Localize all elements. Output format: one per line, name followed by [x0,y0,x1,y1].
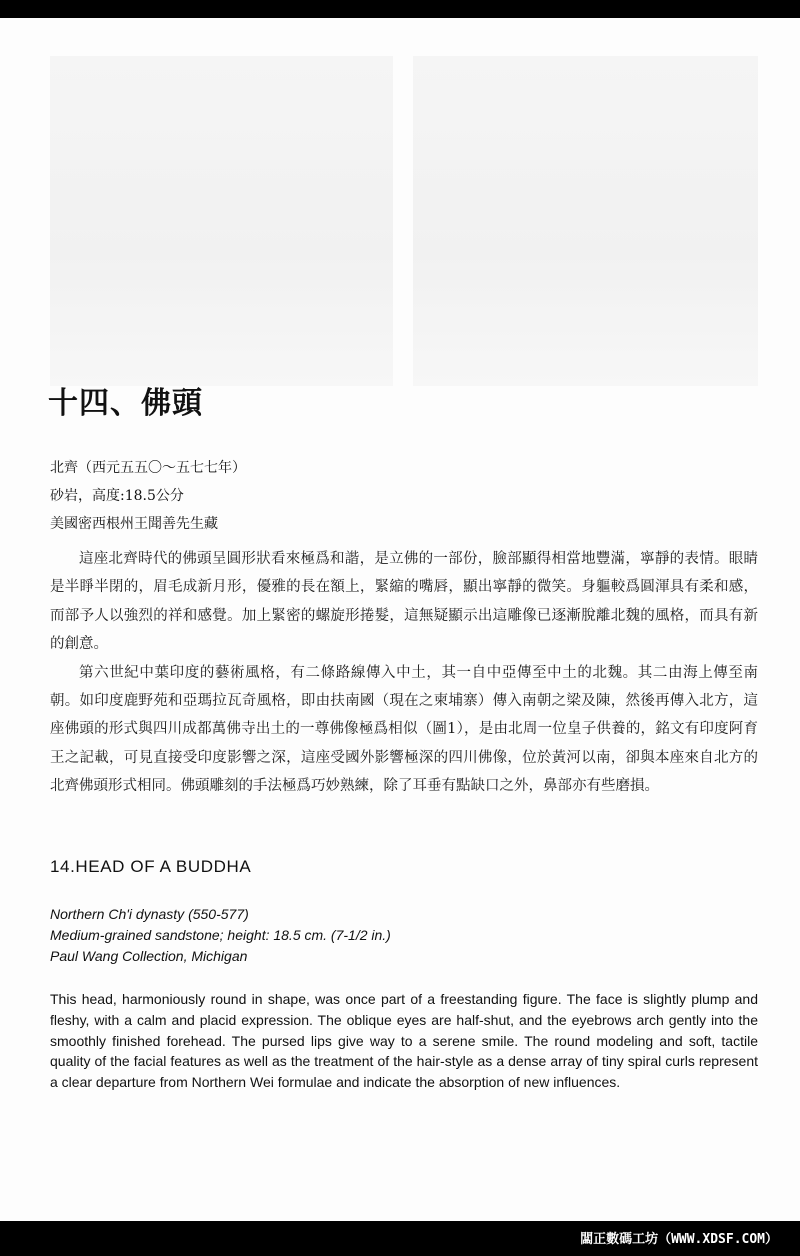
chinese-dynasty: 北齊（西元五五〇～五七七年） [50,460,246,476]
chinese-body [50,545,758,801]
chinese-material: 砂岩，高度:18.5公分 [50,488,184,504]
english-title: 14.HEAD OF A BUDDHA [50,857,252,876]
english-material: Medium-grained sandstone; height: 18.5 cm. (7-1/2 in.) [50,927,391,943]
english-collection: Paul Wang Collection, Michigan [50,948,248,964]
chinese-paragraph-1: 這座北齊時代的佛頭呈圓形狀看來極爲和諧，是立佛的一部份，臉部顯得相當地豐滿，寧靜的表情。眼睛是半睜半閉的，眉毛成新月形，優雅的長在額上，緊縮的嘴唇，顯出寧靜的微笑。身軀較爲圓渾具有柔和感，而部予人以強烈的祥和感覺。加上緊密的螺旋形捲髮，這無疑顯示出這雕像已逐漸脫離北魏的風格，而具有新的創意。 [50,551,758,653]
chinese-collection: 美國密西根州王聞善先生藏 [50,516,218,532]
show-through-photo-right [413,56,758,386]
chinese-title: 十四、佛頭 [48,386,203,421]
show-through-photo-left [50,56,393,386]
english-dynasty: Northern Ch'i dynasty (550-577) [50,906,249,922]
chinese-paragraph-2: 第六世紀中葉印度的藝術風格，有二條路線傳入中土，其一自中亞傳至中土的北魏。其二由海上傳至南朝。如印度鹿野苑和亞瑪拉瓦奇風格，即由扶南國（現在之柬埔寨）傳入南朝之梁及陳，然後再傳入北方，這座佛頭的形式與四川成都萬佛寺出土的一尊佛像極爲相似（圖1），是由北周一位皇子供養的，銘文有印度阿育王之記載，可見直接受印度影響之深，這座受國外影響極深的四川佛像，位於黃河以南，卻與本座來自北方的北齊佛頭形式相同。佛頭雕刻的手法極爲巧妙熟練，除了耳垂有點缺口之外，鼻部亦有些磨損。 [50,664,758,795]
english-paragraph: This head, harmoniously round in shape, was once part of a freestanding figure. The face is slightly plump and fleshy, with a calm and placid expression. The oblique eyes are half-shut, and the eyebrows arch gently into the smoothly finished forehead. The pursed lips give way to a serene smile. The round modeling and soft, tactile quality of the facial features as well as the treatment of the hair-style as a dense array of tiny spiral curls represent a clear departure from Northern Wei formulae and indicate the absorption of new influences. [50,991,758,1091]
watermark-text: 闆正數碼工坊（WWW.XDSF.COM） [580,1232,778,1247]
